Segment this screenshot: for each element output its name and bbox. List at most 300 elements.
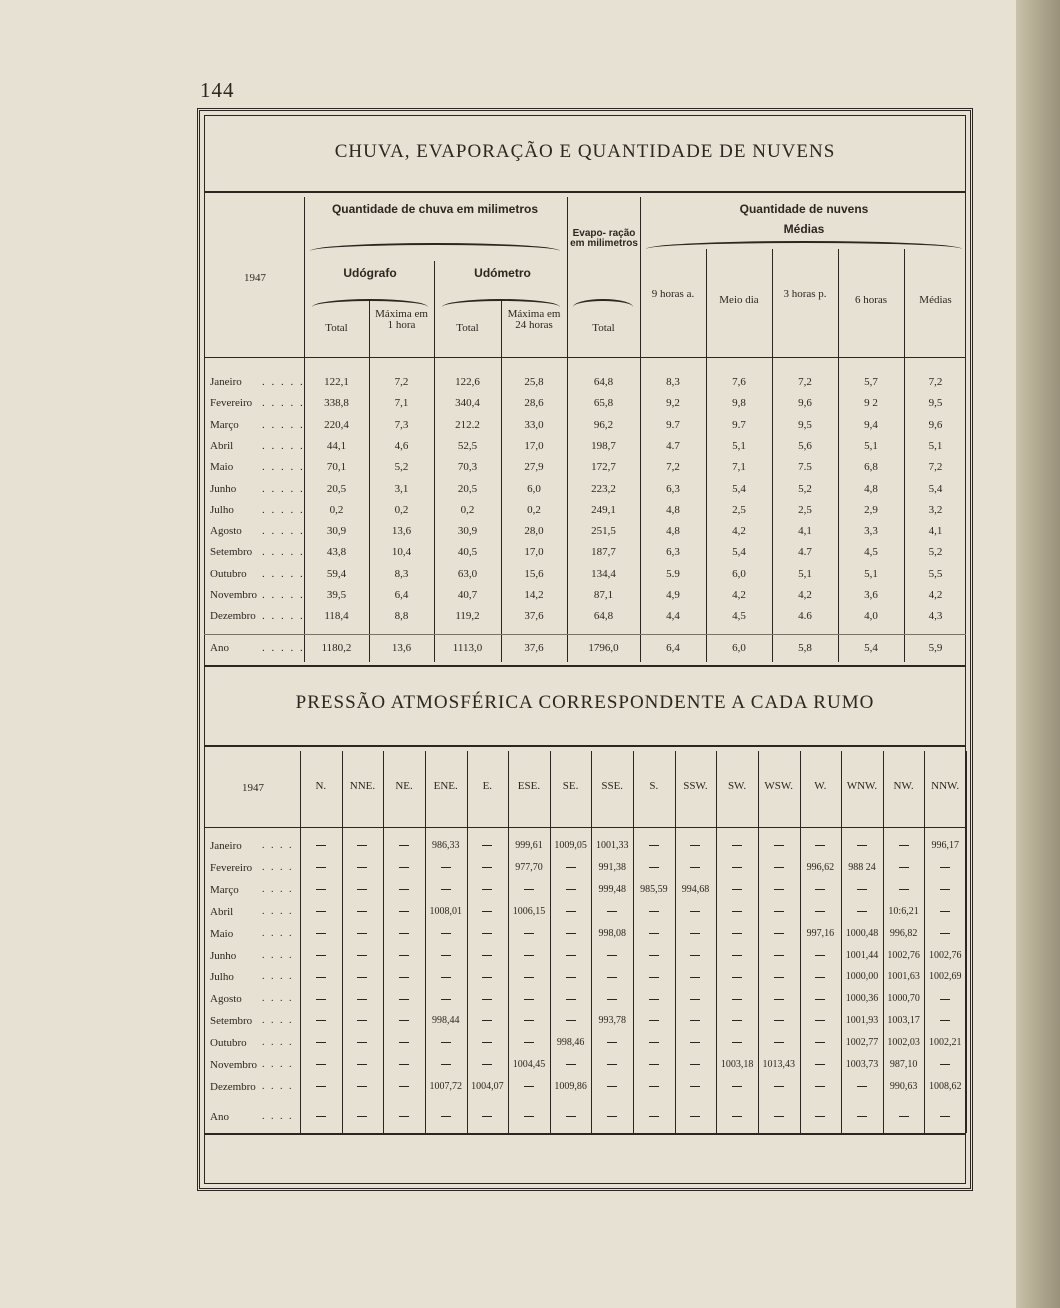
- table-cell: [300, 1078, 342, 1096]
- dash-mark: [482, 1020, 492, 1021]
- direction-header: SSE.: [601, 780, 624, 792]
- table-cell: [800, 1078, 842, 1096]
- table-cell: 6,4: [394, 589, 409, 601]
- table-cell: 1002,03: [887, 1037, 920, 1049]
- table-cell: 4,0: [864, 610, 878, 623]
- table-cell: [758, 859, 800, 877]
- table-cell: 1004,07: [471, 1080, 504, 1092]
- table-cell: 5,2: [798, 482, 812, 495]
- rule: [204, 191, 966, 193]
- table-cell: [716, 925, 758, 943]
- dash-mark: [815, 955, 825, 956]
- table-cell: 9 2: [864, 397, 878, 410]
- dash-mark: [815, 1086, 825, 1087]
- dash-mark: [690, 1042, 700, 1043]
- table-cell: 987,10: [889, 1059, 918, 1070]
- month-label: Agosto: [210, 525, 242, 538]
- dash-mark: [357, 977, 367, 978]
- table-cell: 4,8: [666, 525, 680, 538]
- dash-mark: [607, 999, 617, 1000]
- dash-mark: [607, 955, 617, 956]
- table-cell: 4,1: [928, 525, 943, 538]
- table-cell: [508, 1108, 550, 1126]
- table-cell: 5,9: [928, 641, 943, 654]
- table-cell: 8,8: [394, 610, 409, 623]
- table-cell: 119,2: [455, 610, 480, 623]
- leader-dots: . . . .: [262, 861, 294, 873]
- table-cell: [300, 1034, 342, 1052]
- table-cell: [633, 1078, 675, 1096]
- dash-mark: [690, 867, 700, 868]
- dash-mark: [899, 845, 909, 846]
- table-cell: [383, 1108, 425, 1126]
- dash-mark: [815, 845, 825, 846]
- table-cell: [550, 947, 592, 965]
- dash-mark: [815, 1116, 825, 1117]
- year-header: 1947: [242, 782, 264, 794]
- table-cell: [591, 1056, 633, 1074]
- table-cell: [675, 1108, 717, 1126]
- table-cell: [425, 947, 467, 965]
- dash-mark: [399, 933, 409, 934]
- table-cell: [425, 881, 467, 899]
- dash-mark: [649, 1042, 659, 1043]
- table-cell: 6,3: [666, 546, 680, 559]
- table-cell: [342, 947, 384, 965]
- leader-dots: . . . .: [262, 840, 294, 851]
- table-cell: [467, 1034, 509, 1052]
- table-cell: 28,0: [524, 525, 544, 538]
- table-cell: 3,2: [928, 503, 943, 516]
- table-cell: 52,5: [457, 439, 478, 452]
- table-cell: 5,4: [732, 546, 746, 559]
- table-cell: [716, 903, 758, 921]
- direction-header: ESE.: [517, 780, 541, 792]
- table-cell: [883, 881, 925, 899]
- dash-mark: [774, 1116, 784, 1117]
- page-number: 144: [200, 78, 235, 102]
- dash-mark: [732, 955, 742, 956]
- dash-mark: [649, 933, 659, 934]
- table-cell: 0,2: [394, 503, 409, 516]
- dash-mark: [774, 933, 784, 934]
- table-cell: [591, 968, 633, 986]
- dash-mark: [607, 1042, 617, 1043]
- dash-mark: [566, 1020, 576, 1021]
- table-cell: 1001,63: [887, 971, 920, 983]
- month-label: Dezembro: [210, 610, 256, 623]
- dash-mark: [774, 1020, 784, 1021]
- table-cell: 5,4: [732, 482, 746, 495]
- dash-mark: [607, 1086, 617, 1087]
- month-label: Junho: [210, 482, 237, 495]
- table-cell: 7,6: [732, 376, 746, 388]
- dash-mark: [899, 1116, 909, 1117]
- table-cell: 28,6: [524, 397, 544, 410]
- table-cell: 1113,0: [452, 641, 483, 654]
- table-cell: 4,2: [732, 525, 746, 538]
- dash-mark: [732, 1020, 742, 1021]
- leader-dots: . . . . .: [262, 418, 305, 431]
- table-cell: 172,7: [591, 461, 616, 474]
- table-cell: [508, 1034, 550, 1052]
- dash-mark: [316, 955, 326, 956]
- dash-mark: [732, 911, 742, 912]
- table-cell: 999,61: [515, 840, 543, 851]
- dash-mark: [399, 1064, 409, 1065]
- table-cell: [716, 1078, 758, 1096]
- rule: [204, 745, 966, 747]
- table-cell: 7,2: [394, 376, 409, 388]
- dash-mark: [857, 845, 867, 846]
- table-cell: 5,1: [732, 439, 746, 452]
- dash-mark: [940, 1064, 950, 1065]
- dash-mark: [774, 977, 784, 978]
- leader-dots: . . . .: [262, 1110, 294, 1122]
- month-label: Dezembro: [210, 1080, 256, 1093]
- dash-mark: [399, 1116, 409, 1117]
- table-cell: [467, 881, 509, 899]
- table-cell: 37,6: [524, 610, 544, 623]
- column-header: 6 horas: [854, 294, 888, 306]
- table-cell: 9,6: [928, 418, 943, 431]
- table-cell: 4,4: [666, 610, 680, 623]
- dash-mark: [690, 1064, 700, 1065]
- table-cell: 7,2: [798, 376, 812, 388]
- table-cell: [467, 859, 509, 877]
- column-header: Total: [456, 322, 479, 334]
- dash-mark: [357, 1042, 367, 1043]
- table-cell: 0,2: [329, 503, 344, 516]
- table-cell: [675, 859, 717, 877]
- table-cell: 7.5: [798, 461, 812, 474]
- table-cell: [467, 990, 509, 1008]
- table-cell: 1000,48: [845, 927, 879, 939]
- dash-mark: [316, 977, 326, 978]
- table-cell: [342, 859, 384, 877]
- table-row: [200, 565, 970, 583]
- table-cell: 25,8: [524, 376, 544, 388]
- table-row: [200, 480, 970, 498]
- table-cell: 1796,0: [588, 641, 619, 654]
- table-cell: [591, 947, 633, 965]
- table-cell: [383, 968, 425, 986]
- dash-mark: [815, 911, 825, 912]
- dash-mark: [774, 845, 784, 846]
- dash-mark: [482, 999, 492, 1000]
- table-cell: 40,7: [457, 589, 478, 601]
- dash-mark: [649, 1086, 659, 1087]
- table-cell: 7,2: [928, 461, 943, 474]
- table-cell: [467, 1108, 509, 1126]
- evaporacao-header: Evapo- ração em milimetros: [570, 228, 638, 249]
- dash-mark: [441, 933, 451, 934]
- table-cell: [550, 903, 592, 921]
- table-cell: [591, 1078, 633, 1096]
- direction-header: ENE.: [433, 780, 458, 792]
- table-cell: 340,4: [455, 397, 480, 410]
- leader-dots: . . . . .: [262, 589, 305, 601]
- dash-mark: [399, 889, 409, 890]
- table-cell: [675, 968, 717, 986]
- dash-mark: [607, 911, 617, 912]
- dash-mark: [524, 977, 534, 978]
- table-cell: 4.7: [666, 439, 680, 452]
- direction-header: WSW.: [764, 780, 793, 792]
- table-cell: 4,1: [798, 525, 812, 538]
- table-cell: 15,6: [524, 567, 544, 580]
- table-cell: [508, 1012, 550, 1030]
- total-row: [200, 639, 970, 657]
- table-cell: [924, 1056, 966, 1074]
- leader-dots: . . . . .: [262, 376, 305, 388]
- dash-mark: [399, 999, 409, 1000]
- dash-mark: [940, 1116, 950, 1117]
- dash-mark: [774, 999, 784, 1000]
- dash-mark: [524, 933, 534, 934]
- table-cell: [841, 837, 883, 855]
- table-row: [200, 837, 970, 855]
- table-cell: [800, 903, 842, 921]
- dash-mark: [524, 889, 534, 890]
- book-spine: [1016, 0, 1060, 1308]
- table-cell: [800, 1108, 842, 1126]
- table-cell: 65,8: [593, 397, 614, 410]
- table-row: [200, 543, 970, 561]
- table-cell: 44,1: [326, 439, 347, 452]
- leader-dots: . . . .: [262, 1059, 294, 1070]
- direction-header: E.: [482, 780, 493, 792]
- table-cell: 30,9: [326, 525, 347, 538]
- table-row: [200, 1012, 970, 1030]
- table-cell: [300, 1056, 342, 1074]
- dash-mark: [441, 867, 451, 868]
- table-cell: 990,63: [889, 1080, 918, 1092]
- table-cell: [924, 881, 966, 899]
- direction-header: NW.: [893, 780, 914, 792]
- table-cell: 7,1: [732, 461, 746, 474]
- dash-mark: [399, 955, 409, 956]
- table-cell: [716, 1012, 758, 1030]
- table-cell: [924, 1012, 966, 1030]
- table-cell: 39,5: [326, 589, 347, 601]
- dash-mark: [649, 1064, 659, 1065]
- total-separator: [204, 634, 966, 635]
- table-cell: 1002,21: [928, 1037, 962, 1049]
- table-cell: [508, 947, 550, 965]
- table-cell: [383, 1034, 425, 1052]
- table-cell: 20,5: [457, 482, 478, 495]
- dash-mark: [940, 999, 950, 1000]
- table-cell: 212.2: [455, 418, 480, 431]
- table-cell: 33,0: [524, 418, 544, 431]
- table-cell: 17,0: [524, 439, 544, 452]
- table-cell: [841, 1078, 883, 1096]
- month-label: Março: [210, 883, 239, 896]
- dash-mark: [566, 1116, 576, 1117]
- dash-mark: [690, 1020, 700, 1021]
- dash-mark: [441, 889, 451, 890]
- table-cell: [633, 859, 675, 877]
- leader-dots: . . . . .: [262, 567, 305, 580]
- table-cell: [300, 925, 342, 943]
- dash-mark: [482, 1042, 492, 1043]
- dash-mark: [607, 1064, 617, 1065]
- table-cell: 0,2: [460, 503, 475, 516]
- dash-mark: [357, 845, 367, 846]
- dash-mark: [357, 889, 367, 890]
- dash-mark: [566, 933, 576, 934]
- table-row: [200, 1078, 970, 1096]
- table-cell: 9,4: [864, 418, 878, 431]
- table-cell: 1004,45: [512, 1059, 546, 1070]
- total-row: [200, 1108, 970, 1126]
- table-cell: 1006,15: [512, 905, 546, 917]
- table-cell: 5,5: [928, 567, 943, 580]
- table-cell: 6,8: [864, 461, 878, 474]
- dash-mark: [690, 999, 700, 1000]
- direction-header: NE.: [395, 780, 413, 792]
- table-cell: [716, 968, 758, 986]
- table-cell: [633, 903, 675, 921]
- table-cell: 9,2: [666, 397, 680, 410]
- dash-mark: [732, 845, 742, 846]
- column-header: Máxima em 24 horas: [507, 308, 561, 331]
- dash-mark: [524, 1086, 534, 1087]
- dash-mark: [399, 1086, 409, 1087]
- table-cell: [550, 968, 592, 986]
- table-cell: 87,1: [593, 589, 614, 601]
- table-cell: [716, 990, 758, 1008]
- table-cell: 30,9: [457, 525, 478, 538]
- table-row: [200, 458, 970, 476]
- table-cell: [675, 1034, 717, 1052]
- dash-mark: [774, 1086, 784, 1087]
- table-cell: 988 24: [848, 861, 876, 873]
- dash-mark: [649, 977, 659, 978]
- dash-mark: [940, 889, 950, 890]
- table-cell: 251,5: [591, 525, 616, 538]
- dash-mark: [482, 955, 492, 956]
- dash-mark: [357, 1086, 367, 1087]
- dash-mark: [357, 933, 367, 934]
- direction-header: SE.: [562, 780, 579, 792]
- dash-mark: [316, 1086, 326, 1087]
- table-cell: [342, 990, 384, 1008]
- table-cell: 996,17: [931, 840, 959, 851]
- table-cell: [591, 1034, 633, 1052]
- rain-group-header: Quantidade de chuva em milimetros: [331, 202, 539, 216]
- table-cell: [300, 990, 342, 1008]
- table-cell: 1002,69: [928, 971, 962, 983]
- dash-mark: [316, 889, 326, 890]
- dash-mark: [649, 955, 659, 956]
- table-cell: [383, 859, 425, 877]
- table-cell: [716, 859, 758, 877]
- dash-mark: [566, 867, 576, 868]
- leader-dots: . . . .: [262, 1037, 294, 1049]
- dash-mark: [774, 955, 784, 956]
- table-cell: 4,3: [928, 610, 943, 623]
- table-row: [200, 373, 970, 391]
- table-cell: [383, 903, 425, 921]
- table-cell: [883, 859, 925, 877]
- table-cell: 1180,2: [321, 641, 352, 654]
- table-cell: [383, 947, 425, 965]
- dash-mark: [649, 999, 659, 1000]
- table-row: [200, 947, 970, 965]
- month-label: Julho: [210, 503, 234, 516]
- table-cell: 1007,72: [429, 1080, 462, 1092]
- table-cell: [300, 947, 342, 965]
- table-cell: 5,2: [928, 546, 943, 559]
- leader-dots: . . . . .: [262, 503, 305, 516]
- dash-mark: [940, 933, 950, 934]
- table-cell: [883, 1108, 925, 1126]
- table-cell: [342, 1034, 384, 1052]
- dash-mark: [774, 889, 784, 890]
- udometro-header: Udómetro: [474, 266, 531, 280]
- leader-dots: . . . . .: [262, 641, 305, 654]
- table-cell: [550, 925, 592, 943]
- dash-mark: [357, 1116, 367, 1117]
- table-cell: [383, 881, 425, 899]
- table-cell: [467, 903, 509, 921]
- table-cell: 5,6: [798, 439, 812, 452]
- leader-dots: . . . .: [262, 883, 294, 895]
- table-cell: [508, 881, 550, 899]
- table-cell: 993,78: [598, 1015, 626, 1027]
- table-cell: [675, 990, 717, 1008]
- month-label: Setembro: [210, 546, 253, 559]
- dash-mark: [690, 845, 700, 846]
- table-cell: 249,1: [591, 503, 616, 516]
- dash-mark: [607, 1116, 617, 1117]
- table-cell: [675, 837, 717, 855]
- table-cell: 7,2: [928, 376, 943, 388]
- table-cell: [633, 947, 675, 965]
- dash-mark: [732, 999, 742, 1000]
- table-cell: [633, 1012, 675, 1030]
- table-cell: 8,3: [666, 376, 680, 388]
- table-cell: [467, 837, 509, 855]
- table-cell: 1008,01: [429, 905, 462, 917]
- month-label: Setembro: [210, 1015, 253, 1028]
- dash-mark: [399, 867, 409, 868]
- table-cell: 5,1: [864, 439, 878, 452]
- dash-mark: [940, 1020, 950, 1021]
- table-cell: [383, 925, 425, 943]
- table-cell: 998,46: [556, 1037, 585, 1049]
- table-cell: 134,4: [591, 567, 616, 580]
- dash-mark: [566, 999, 576, 1000]
- table-cell: [467, 925, 509, 943]
- table-cell: 37,6: [524, 641, 544, 654]
- table-cell: 1002,76: [887, 949, 920, 961]
- dash-mark: [690, 933, 700, 934]
- table-cell: 1000,70: [887, 993, 920, 1005]
- table-cell: [924, 1108, 966, 1126]
- dash-mark: [566, 955, 576, 956]
- leader-dots: . . . .: [262, 927, 294, 939]
- dash-mark: [566, 889, 576, 890]
- dash-mark: [649, 845, 659, 846]
- table-cell: 997,16: [806, 927, 835, 939]
- table-row: [200, 968, 970, 986]
- dash-mark: [399, 845, 409, 846]
- table-cell: [300, 837, 342, 855]
- table-cell: 6,3: [666, 482, 680, 495]
